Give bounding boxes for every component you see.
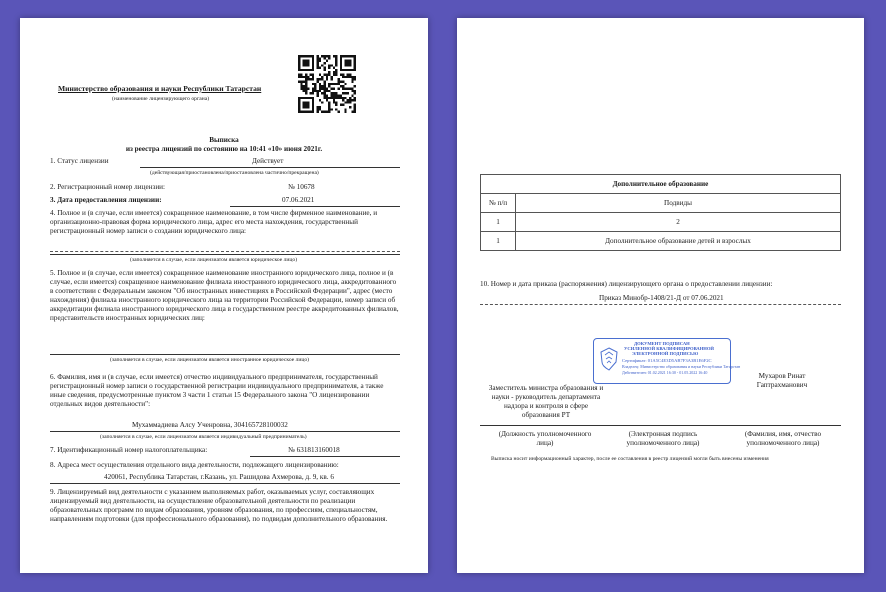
footnote: Выписка носит информационный характер, после ее составления в реестр лицензий могли быть внесены изменения: [491, 456, 769, 462]
stamp-validity: Действителен: 01.02.2021 16:30 - 01.05.2022 16:40: [622, 370, 708, 375]
subtypes-table: [480, 174, 841, 251]
divider: [480, 425, 841, 426]
item1-caption: (действующая/приостановлена/приостановлена частично/прекращена): [150, 170, 319, 176]
item1-label: 1. Статус лицензии: [50, 157, 109, 165]
item5-text: 5. Полное и (в случае, если имеется) сокращенное наименование иностранного юридического лица, полное и (в случае, если имеется) сокращенное наименование филиала иностранного юридического лица, аккредитованного в соответствии с Федеральным законом "Об иностранных инвестициях в Российской Федерации", адрес (место нахождения) филиала иностранного юридического лица на территории Российской Федерации, номер записи об аккредитации филиала иностранного юридического лица в государственном реестре аккредитованных филиалов, представительств иностранных юридических лиц:: [50, 269, 399, 322]
item6-text: 6. Фамилия, имя и (в случае, если имеется) отчество индивидуального предпринимателя, государственный регистрационный номер записи о государственной регистрации индивидуального предпринимателя, а также иные сведения, предусмотренные пунктом 3 части 1 статьи 15 Федерального закона "О лицензировании отдельных видов деятельности":: [50, 373, 384, 408]
row-value: Дополнительное образование детей и взрослых: [516, 232, 841, 251]
row-value: 2: [516, 213, 841, 232]
electronic-signature-stamp: [593, 338, 741, 384]
table-header-row: [481, 175, 841, 194]
item10-text: 10. Номер и дата приказа (распоряжения) лицензирующего органа о предоставлении лицензии:: [480, 280, 773, 288]
signatory-name: Мухаров Ринат Гаптрахманович: [756, 372, 808, 389]
item8-value: 420061, Республика Татарстан, г.Казань, ул. Рашидова Ахмерова, д. 9, кв. 6: [104, 473, 334, 481]
stamp-line-1: ДОКУМЕНТ ПОДПИСАН: [634, 341, 690, 346]
signature-caption-signature: (Электронная подпись уполномоченного лица): [626, 430, 700, 447]
ministry-name: Министерство образования и науки Республики Татарстан: [58, 84, 262, 93]
item3-label: 3. Дата предоставления лицензии:: [50, 196, 162, 204]
table-title: Дополнительное образование: [481, 175, 841, 194]
item6-caption: (заполняется в случае, если лицензиатом является индивидуальный предприниматель): [100, 434, 307, 440]
doc-title: Выписка: [209, 136, 239, 144]
item8-label: 8. Адреса мест осуществления отдельного вида деятельности, подлежащего лицензированию:: [50, 461, 339, 469]
document-page-1: [20, 18, 428, 573]
divider: [230, 206, 400, 207]
item2-value: № 10678: [288, 183, 315, 191]
signature-caption-position: (Должность уполномоченного лица): [498, 430, 592, 447]
signatory-position: Заместитель министра образования и науки - руководитель департамента надзора и контроля в сфере образования РТ: [488, 384, 604, 419]
item5-caption: (заполняется в случае, если лицензиатом является иностранное юридическое лицо): [110, 357, 310, 363]
document-page-2: [457, 18, 864, 573]
item10-value: Приказ Минобр-1408/21-Д от 07.06.2021: [599, 294, 724, 302]
row-number: 1: [481, 232, 516, 251]
stamp-certificate: Сертификат: 01A5C4E3D5AB7F3A3B1E6F2C: [622, 358, 712, 363]
item2-label: 2. Регистрационный номер лицензии:: [50, 183, 166, 191]
table-column-headers: [481, 194, 841, 213]
item6-value: Мухаммадиева Алсу Ученровна, 304165728100032: [132, 421, 288, 429]
stamp-line-2: УСИЛЕННОЙ КВАЛИФИЦИРОВАННОЙ: [624, 346, 715, 351]
doc-subtitle: из реестра лицензий по состоянию на 10:41 «10» июня 2021г.: [125, 145, 323, 153]
column-header-number: № п/п: [481, 194, 516, 213]
item4-caption: (заполняется в случае, если лицензиатом является юридическое лицо): [130, 257, 298, 263]
stamp-line-3: ЭЛЕКТРОННОЙ ПОДПИСЬЮ: [632, 351, 699, 356]
divider: [480, 304, 841, 305]
divider: [50, 254, 400, 255]
coat-of-arms-icon: [598, 346, 620, 372]
item7-value: № 631813160018: [288, 446, 340, 454]
item9-text: 9. Лицензируемый вид деятельности с указанием выполняемых работ, оказываемых услуг, составляющих лицензируемый вид деятельности, на осуществление образовательной деятельности по реализации образовательных программ по видам образования, уровням образования, по профессиям, специальностям, направлениям подготовки (для профессионального образования), по подвидам дополнительного образования.: [50, 488, 388, 523]
signature-caption-name: (Фамилия, имя, отчество уполномоченного лица): [744, 430, 822, 447]
ministry-caption: (наименование лицензирующего органа): [112, 96, 210, 102]
stamp-owner: Владелец: Министерство образования и науки Республики Татарстан: [622, 364, 741, 369]
row-number: 1: [481, 213, 516, 232]
table-row: [481, 213, 841, 232]
divider: [50, 431, 400, 432]
divider: [250, 456, 400, 457]
item4-text: 4. Полное и (в случае, если имеется) сокращенное наименование, в том числе фирменное наименование, и организационно-правовая форма юридического лица, адрес его места нахождения, государственный регистрационный номер записи о создании юридического лица:: [50, 209, 378, 235]
column-header-subtypes: Подвиды: [516, 194, 841, 213]
table-row: [481, 232, 841, 251]
divider: [50, 251, 400, 252]
qr-code-icon: [298, 55, 356, 113]
item7-label: 7. Идентификационный номер налогоплательщика:: [50, 446, 208, 454]
divider: [50, 483, 400, 484]
item3-value: 07.06.2021: [282, 196, 315, 204]
divider: [140, 167, 400, 168]
item1-value: Действует: [252, 157, 284, 165]
divider: [50, 354, 400, 355]
